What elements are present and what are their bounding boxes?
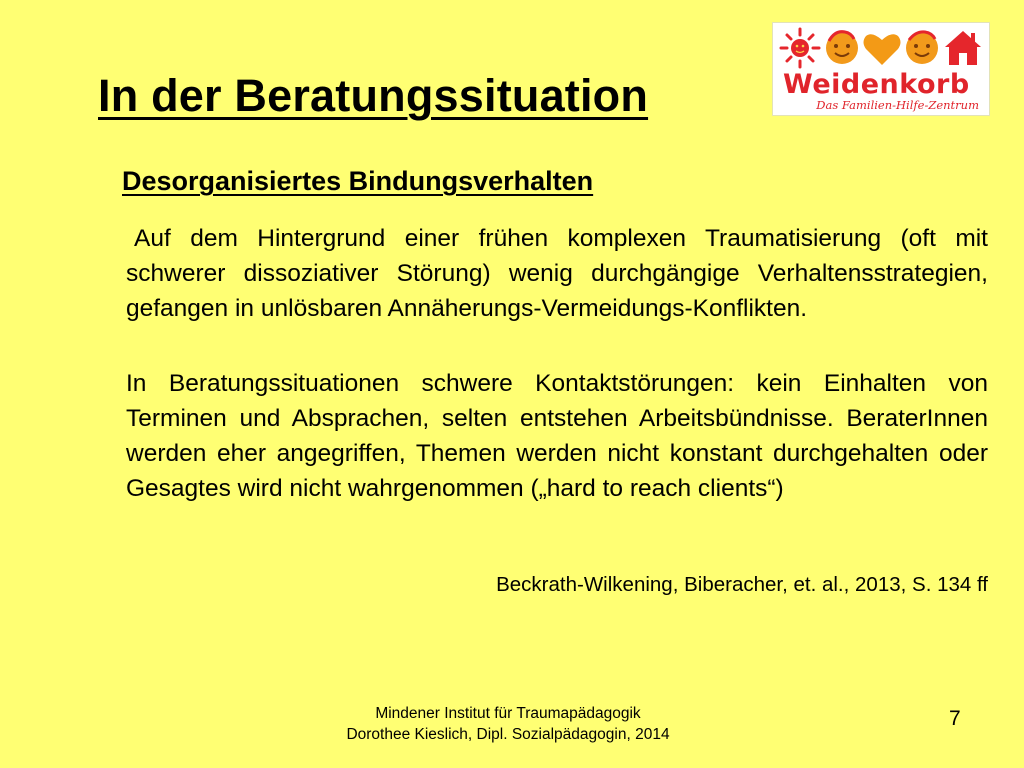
- slide-title: In der Beratungssituation: [98, 70, 649, 121]
- smiley-icon: [826, 32, 858, 64]
- footer-author: Dorothee Kieslich, Dipl. Sozialpädagogin, 2014: [346, 726, 670, 743]
- logo-wordmark: Weidenkorb: [783, 69, 970, 100]
- slide-subtitle: Desorganisiertes Bindungsverhalten: [122, 166, 594, 196]
- heart-icon: [864, 34, 901, 65]
- weidenkorb-logo: [772, 22, 990, 116]
- page-number: 7: [949, 707, 961, 730]
- citation: Beckrath-Wilkening, Biberacher, et. al., 2013, S. 134 ff: [496, 573, 988, 596]
- sun-icon: [781, 29, 819, 67]
- house-icon: [945, 31, 981, 65]
- logo-tagline: Das Familien-Hilfe-Zentrum: [816, 98, 979, 112]
- logo-icon-row: [779, 27, 985, 69]
- footer-institute: Mindener Institut für Traumapädagogik: [375, 705, 641, 722]
- smiley-icon: [906, 32, 938, 64]
- footer: [300, 703, 716, 745]
- body-paragraph-2: In Beratungssituationen schwere Kontaktstörungen: kein Einhalten von Terminen und Absprachen, selten entstehen Arbeitsbündnisse. BeraterInnen werden eher angegriffen, Themen werden nicht konstant durchgehalten oder Gesagtes wird nicht wahrgenommen („hard to reach clients“): [126, 370, 988, 502]
- body-paragraph-1: Auf dem Hintergrund einer frühen komplexen Traumatisierung (oft mit schwerer dissoziativer Störung) wenig durchgängige Verhaltensstrategien, gefangen in unlösbaren Annäherungs-Vermeidungs-Konflikten.: [126, 225, 988, 322]
